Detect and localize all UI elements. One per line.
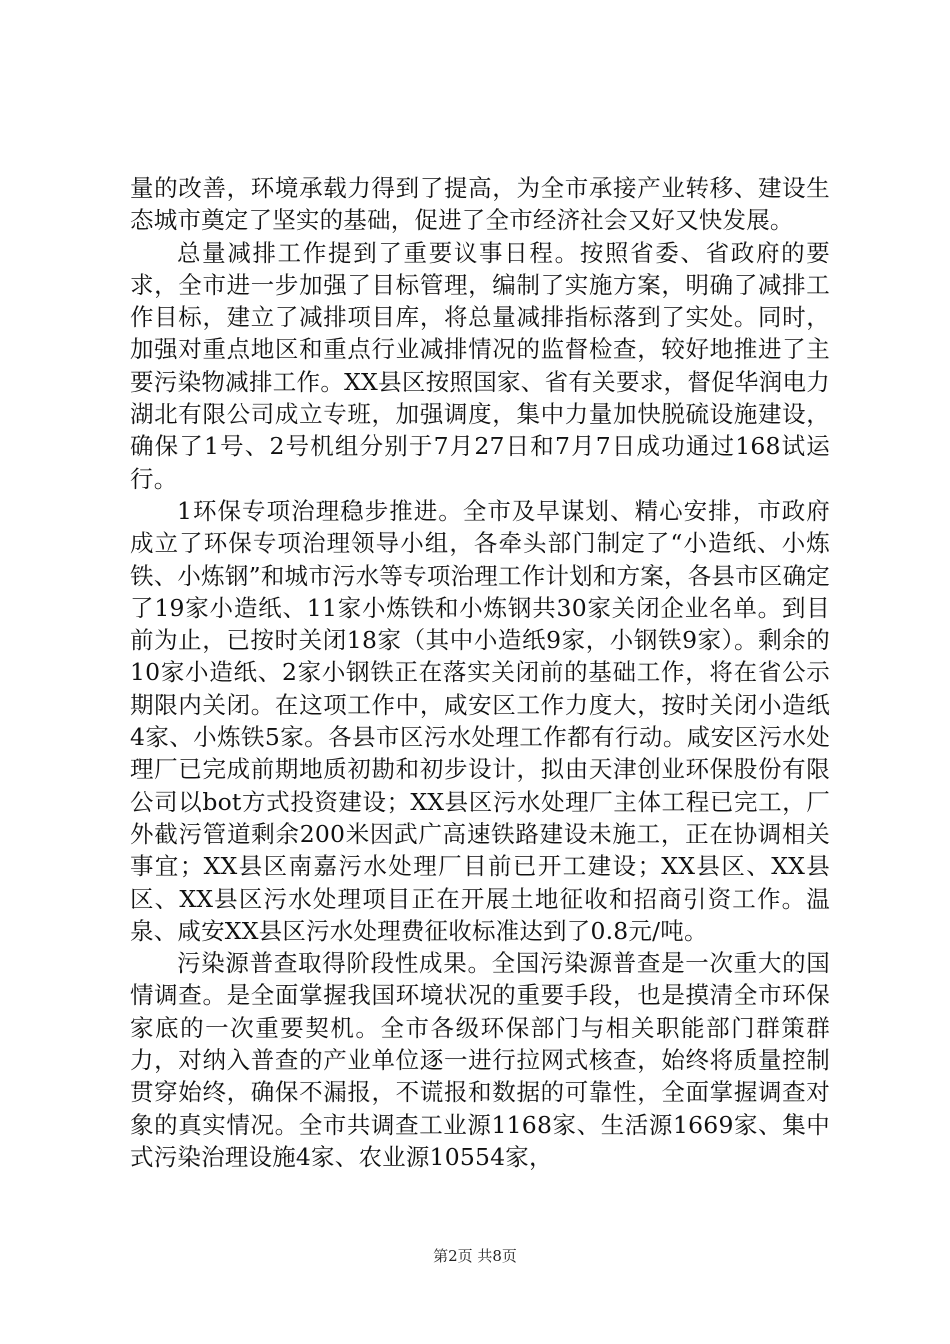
paragraph-continuation: 量的改善，环境承载力得到了提高，为全市承接产业转移、建设生态城市奠定了坚实的基础，促进了全市经济社会又好又快发展。 xyxy=(130,174,830,235)
page-number: 第2页 共8页 xyxy=(433,1247,517,1265)
paragraph-special-treatment: 1环保专项治理稳步推进。全市及早谋划、精心安排，市政府成立了环保专项治理领导小组，各牵头部门制定了“小造纸、小炼铁、小炼钢”和城市污水等专项治理工作计划和方案，各县市区确定了19家小造纸、11家小炼铁和小炼钢共30家关闭企业名单。到目前为止，已按时关闭18家（其中小造纸9家，小钢铁9家）。剩余的10家小造纸、2家小钢铁正在落实关闭前的基础工作，将在省公示期限内关闭。在这项工作中，咸安区工作力度大，按时关闭小造纸4家、小炼铁5家。各县市区污水处理工作都有行动。咸安区污水处理厂已完成前期地质初勘和初步设计，拟由天津创业环保股份有限公司以bot方式投资建设；XX县区污水处理厂主体工程已完工，厂外截污管道剩余200米因武广高速铁路建设未施工，正在协调相关事宜；XX县区南嘉污水处理厂目前已开工建设；XX县区、XX县区、XX县区污水处理项目正在开展土地征收和招商引资工作。温泉、咸安XX县区污水处理费征收标准达到了0.8元/吨。 xyxy=(130,496,830,945)
paragraph-pollution-census: 污染源普查取得阶段性成果。全国污染源普查是一次重大的国情调查。是全面掌握我国环境状况的重要手段，也是摸清全市环保家底的一次重要契机。全市各级环保部门与相关职能部门群策群力，对纳入普查的产业单位逐一进行拉网式核查，始终将质量控制贯穿始终，确保不漏报，不谎报和数据的可靠性，全面掌握调查对象的真实情况。全市共调查工业源1168家、生活源1669家、集中式污染治理设施4家、农业源10554家， xyxy=(130,949,830,1171)
body-text xyxy=(130,172,830,1173)
paragraph-emission-reduction: 总量减排工作提到了重要议事日程。按照省委、省政府的要求，全市进一步加强了目标管理，编制了实施方案，明确了减排工作目标，建立了减排项目库，将总量减排指标落到了实处。同时，加强对重点地区和重点行业减排情况的监督检查，较好地推进了主要污染物减排工作。XX县区按照国家、省有关要求，督促华润电力湖北有限公司成立专班，加强调度，集中力量加快脱硫设施建设，确保了1号、2号机组分别于7月27日和7月7日成功通过168试运行。 xyxy=(130,238,830,493)
